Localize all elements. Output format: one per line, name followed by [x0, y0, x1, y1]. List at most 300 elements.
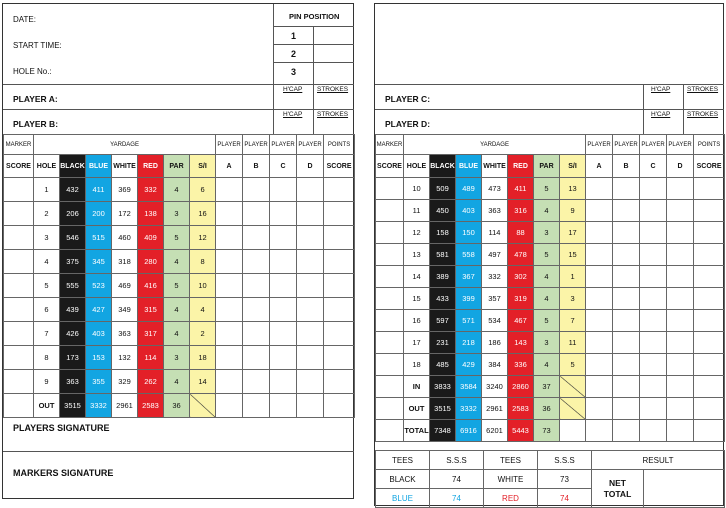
player-d-score[interactable] [667, 310, 694, 332]
table-row [376, 266, 725, 288]
hcap-label-d: H'CAP [651, 111, 671, 118]
stroke-index: 11 [560, 332, 586, 354]
header-row-1-r [376, 135, 725, 155]
stroke-index: 5 [560, 354, 586, 376]
tee-blue-sss: 74 [430, 489, 484, 508]
table-row [376, 244, 725, 266]
points-score[interactable] [324, 370, 355, 394]
red-yardage: 2583 [138, 394, 164, 418]
black-yardage: 555 [60, 274, 86, 298]
marker-score-cell[interactable] [376, 420, 404, 442]
white-header: WHITE [112, 155, 138, 178]
player-b-score[interactable] [613, 332, 640, 354]
stroke-index: 16 [190, 202, 216, 226]
stroke-index: 17 [560, 222, 586, 244]
sss-header-2: S.S.S [538, 451, 592, 470]
player-c-score[interactable] [640, 354, 667, 376]
points-score[interactable] [324, 298, 355, 322]
player-d-score[interactable] [297, 226, 324, 250]
blue-yardage: 3332 [456, 398, 482, 420]
player-c-score[interactable] [640, 398, 667, 420]
player-b-score[interactable] [243, 250, 270, 274]
stroke-index: 2 [190, 322, 216, 346]
points-score[interactable] [324, 226, 355, 250]
player-a-score[interactable] [586, 244, 613, 266]
white-yardage: 6201 [482, 420, 508, 442]
stroke-index: 9 [560, 200, 586, 222]
player-d-score[interactable] [667, 178, 694, 200]
player-c-score[interactable] [640, 310, 667, 332]
hole-number: TOTAL [404, 420, 430, 442]
points-score[interactable] [694, 310, 725, 332]
player-d-score[interactable] [297, 370, 324, 394]
b-header-r: B [613, 155, 640, 178]
table-row [4, 370, 355, 394]
marker-score-cell[interactable] [376, 398, 404, 420]
white-yardage: 357 [482, 288, 508, 310]
player-a-score[interactable] [216, 394, 243, 418]
start-time-label: START TIME: [13, 41, 62, 50]
par-value: 5 [534, 244, 560, 266]
yardage-header-r: YARDAGE [404, 135, 586, 155]
white-yardage: 473 [482, 178, 508, 200]
marker-score-cell[interactable] [376, 332, 404, 354]
table-row [4, 250, 355, 274]
table-row [376, 200, 725, 222]
player-c-score[interactable] [270, 202, 297, 226]
black-header: BLACK [60, 155, 86, 178]
net-total-label [592, 470, 644, 508]
player-b-score[interactable] [613, 266, 640, 288]
hole-number: 16 [404, 310, 430, 332]
player-d-score[interactable] [297, 202, 324, 226]
black-yardage: 389 [430, 266, 456, 288]
player-b-score[interactable] [613, 354, 640, 376]
si-header: S/I [190, 155, 216, 178]
player-a-score[interactable] [586, 354, 613, 376]
blue-yardage: 150 [456, 222, 482, 244]
white-yardage: 384 [482, 354, 508, 376]
player-b-score[interactable] [613, 310, 640, 332]
white-yardage: 2961 [482, 398, 508, 420]
white-yardage: 469 [112, 274, 138, 298]
points-score[interactable] [324, 250, 355, 274]
marker-score-cell[interactable] [4, 322, 34, 346]
player-d-score[interactable] [667, 288, 694, 310]
player-a-score[interactable] [216, 250, 243, 274]
marker-score-cell[interactable] [4, 274, 34, 298]
player-c-score[interactable] [640, 332, 667, 354]
marker-score-cell[interactable] [376, 376, 404, 398]
player-c-score[interactable] [270, 178, 297, 202]
red-yardage: 315 [138, 298, 164, 322]
par-value: 5 [164, 226, 190, 250]
par-value: 4 [534, 288, 560, 310]
stroke-index: 8 [190, 250, 216, 274]
white-yardage: 2961 [112, 394, 138, 418]
player-c-score[interactable] [640, 244, 667, 266]
black-yardage: 3833 [430, 376, 456, 398]
blue-yardage: 367 [456, 266, 482, 288]
marker-score-cell[interactable] [376, 266, 404, 288]
player-a-score[interactable] [216, 298, 243, 322]
hole-number: 5 [34, 274, 60, 298]
player-b-score[interactable] [613, 178, 640, 200]
black-yardage: 3515 [430, 398, 456, 420]
player-c-score[interactable] [270, 322, 297, 346]
player-a-header-r: PLAYER [586, 135, 613, 155]
player-d-score[interactable] [667, 244, 694, 266]
player-b-score[interactable] [613, 244, 640, 266]
blue-yardage: 523 [86, 274, 112, 298]
red-yardage: 317 [138, 322, 164, 346]
table-row [4, 202, 355, 226]
tee-white-sss: 73 [538, 470, 592, 489]
header-row-2-r [376, 155, 725, 178]
points-score[interactable] [324, 346, 355, 370]
blue-yardage: 345 [86, 250, 112, 274]
tee-white-name: WHITE [484, 470, 538, 489]
player-d-score[interactable] [297, 274, 324, 298]
par-value: 4 [164, 298, 190, 322]
player-a-score[interactable] [216, 202, 243, 226]
points-score[interactable] [324, 202, 355, 226]
score-header: SCORE [4, 155, 34, 178]
white-yardage: 363 [112, 322, 138, 346]
red-yardage: 319 [508, 288, 534, 310]
player-d-score[interactable] [667, 266, 694, 288]
marker-score-cell[interactable] [376, 200, 404, 222]
marker-score-cell[interactable] [4, 178, 34, 202]
marker-score-cell[interactable] [376, 222, 404, 244]
marker-score-cell[interactable] [4, 298, 34, 322]
player-c-score[interactable] [640, 420, 667, 442]
white-yardage: 132 [112, 346, 138, 370]
player-a-score[interactable] [586, 376, 613, 398]
black-yardage: 509 [430, 178, 456, 200]
player-d-score[interactable] [297, 346, 324, 370]
tee-black-sss: 74 [430, 470, 484, 489]
black-yardage: 597 [430, 310, 456, 332]
player-d-score[interactable] [667, 398, 694, 420]
player-a-score[interactable] [216, 178, 243, 202]
points-score[interactable] [694, 200, 725, 222]
red-yardage: 332 [138, 178, 164, 202]
stroke-index [560, 376, 586, 398]
player-c-score[interactable] [640, 266, 667, 288]
points-score-header: SCORE [324, 155, 355, 178]
player-a-score[interactable] [216, 274, 243, 298]
player-a-score[interactable] [586, 222, 613, 244]
par-value: 36 [534, 398, 560, 420]
red-yardage: 262 [138, 370, 164, 394]
black-yardage: 375 [60, 250, 86, 274]
player-a-score[interactable] [216, 370, 243, 394]
player-c-label: PLAYER C: [385, 94, 431, 104]
tee-black-name: BLACK [376, 470, 430, 489]
points-score[interactable] [694, 288, 725, 310]
blue-yardage: 399 [456, 288, 482, 310]
black-yardage: 450 [430, 200, 456, 222]
marker-score-cell[interactable] [4, 202, 34, 226]
player-b-score[interactable] [243, 298, 270, 322]
player-d-score[interactable] [667, 200, 694, 222]
player-c-score[interactable] [270, 226, 297, 250]
player-a-score[interactable] [586, 200, 613, 222]
stroke-index: 18 [190, 346, 216, 370]
marker-score-cell[interactable] [4, 226, 34, 250]
player-c-score[interactable] [270, 346, 297, 370]
marker-score-cell[interactable] [376, 354, 404, 376]
par-value: 5 [164, 274, 190, 298]
stroke-index: 7 [560, 310, 586, 332]
player-a-score[interactable] [216, 322, 243, 346]
par-value: 4 [164, 178, 190, 202]
player-b-header: PLAYER [243, 135, 270, 155]
player-d-header-r: PLAYER [667, 135, 694, 155]
stroke-index: 4 [190, 298, 216, 322]
player-a-score[interactable] [216, 346, 243, 370]
black-yardage: 485 [430, 354, 456, 376]
hcap-label-b: H'CAP [283, 111, 303, 118]
points-score[interactable] [324, 322, 355, 346]
marker-score-cell[interactable] [376, 178, 404, 200]
strokes-label-b: STROKES [317, 111, 349, 118]
player-b-score[interactable] [243, 274, 270, 298]
player-b-score[interactable] [243, 178, 270, 202]
player-a-score[interactable] [586, 398, 613, 420]
table-row [376, 222, 725, 244]
player-b-score[interactable] [243, 226, 270, 250]
player-a-line [3, 109, 354, 110]
red-yardage: 280 [138, 250, 164, 274]
player-c-score[interactable] [640, 178, 667, 200]
marker-header-r: MARKER [376, 135, 404, 155]
header-row-1 [4, 135, 355, 155]
black-yardage: 426 [60, 322, 86, 346]
hole-header-r: HOLE [404, 155, 430, 178]
stroke-index: 13 [560, 178, 586, 200]
blue-yardage: 429 [456, 354, 482, 376]
stroke-index: 12 [190, 226, 216, 250]
red-header-r: RED [508, 155, 534, 178]
hole-number: 1 [34, 178, 60, 202]
player-b-score[interactable] [243, 370, 270, 394]
player-b-score[interactable] [243, 322, 270, 346]
tees-header-2: TEES [484, 451, 538, 470]
out-row [4, 394, 355, 418]
hole-number: 2 [34, 202, 60, 226]
par-value: 4 [534, 200, 560, 222]
pin-2: 2 [291, 49, 297, 59]
hcap-label-c: H'CAP [651, 86, 671, 93]
black-header-r: BLACK [430, 155, 456, 178]
points-score[interactable] [324, 394, 355, 418]
points-score[interactable] [694, 398, 725, 420]
black-yardage: 433 [430, 288, 456, 310]
marker-score-cell[interactable] [376, 310, 404, 332]
player-c-score[interactable] [270, 370, 297, 394]
player-d-score[interactable] [297, 298, 324, 322]
pin-3: 3 [291, 67, 297, 77]
red-header: RED [138, 155, 164, 178]
player-c-header-r: PLAYER [640, 135, 667, 155]
table-row [4, 346, 355, 370]
hole-number: 8 [34, 346, 60, 370]
blue-yardage: 489 [456, 178, 482, 200]
red-yardage: 316 [508, 200, 534, 222]
player-d-score[interactable] [297, 250, 324, 274]
white-header-r: WHITE [482, 155, 508, 178]
player-c-score[interactable] [640, 288, 667, 310]
table-row [376, 178, 725, 200]
stroke-index [560, 398, 586, 420]
hole-number: OUT [404, 398, 430, 420]
black-yardage: 546 [60, 226, 86, 250]
hole-number: IN [404, 376, 430, 398]
player-b-score[interactable] [613, 222, 640, 244]
table-row [4, 274, 355, 298]
hole-number: 9 [34, 370, 60, 394]
player-b-score[interactable] [613, 398, 640, 420]
player-c-score[interactable] [640, 222, 667, 244]
white-yardage: 172 [112, 202, 138, 226]
points-score[interactable] [324, 178, 355, 202]
player-c-score[interactable] [270, 298, 297, 322]
player-b-score[interactable] [613, 420, 640, 442]
player-c-score[interactable] [640, 200, 667, 222]
white-yardage: 363 [482, 200, 508, 222]
player-a-score[interactable] [586, 310, 613, 332]
player-d-score[interactable] [297, 394, 324, 418]
par-value: 3 [164, 202, 190, 226]
player-d-score[interactable] [297, 322, 324, 346]
player-d-score[interactable] [667, 332, 694, 354]
blue-yardage: 218 [456, 332, 482, 354]
player-d-score[interactable] [297, 178, 324, 202]
player-a-score[interactable] [586, 178, 613, 200]
players-signature-label: PLAYERS SIGNATURE [13, 423, 110, 433]
hole-number: 10 [404, 178, 430, 200]
points-header: POINTS [324, 135, 355, 155]
marker-score-cell[interactable] [376, 288, 404, 310]
par-value: 4 [164, 370, 190, 394]
blue-yardage: 355 [86, 370, 112, 394]
blue-yardage: 6916 [456, 420, 482, 442]
par-value: 37 [534, 376, 560, 398]
hcap-label-a: H'CAP [283, 86, 303, 93]
white-yardage: 349 [112, 298, 138, 322]
black-yardage: 432 [60, 178, 86, 202]
d-header: D [297, 155, 324, 178]
player-b-score[interactable] [613, 200, 640, 222]
player-c-score[interactable] [640, 376, 667, 398]
hole-number: 15 [404, 288, 430, 310]
points-score[interactable] [694, 178, 725, 200]
blue-header: BLUE [86, 155, 112, 178]
net-label: NET [609, 477, 626, 488]
player-a-score[interactable] [586, 288, 613, 310]
pin-position-title: PIN POSITION [289, 12, 340, 21]
table-row [376, 332, 725, 354]
player-d-score[interactable] [667, 354, 694, 376]
b-header: B [243, 155, 270, 178]
player-c-header: PLAYER [270, 135, 297, 155]
a-header: A [216, 155, 243, 178]
white-yardage: 114 [482, 222, 508, 244]
player-b-label: PLAYER B: [13, 119, 59, 129]
hole-number: 4 [34, 250, 60, 274]
player-c-score[interactable] [270, 274, 297, 298]
points-score[interactable] [694, 354, 725, 376]
marker-score-cell[interactable] [4, 346, 34, 370]
blue-yardage: 200 [86, 202, 112, 226]
player-b-header-r: PLAYER [613, 135, 640, 155]
player-b-score[interactable] [613, 376, 640, 398]
points-score[interactable] [694, 420, 725, 442]
player-a-score[interactable] [586, 420, 613, 442]
points-header-r: POINTS [694, 135, 725, 155]
pin-col-divider [313, 26, 314, 84]
player-d-score[interactable] [667, 222, 694, 244]
signature-divider [3, 451, 354, 452]
red-yardage: 138 [138, 202, 164, 226]
player-c-score[interactable] [270, 394, 297, 418]
marker-score-cell[interactable] [376, 244, 404, 266]
marker-score-cell[interactable] [4, 250, 34, 274]
player-b-score[interactable] [243, 394, 270, 418]
white-yardage: 329 [112, 370, 138, 394]
red-yardage: 411 [508, 178, 534, 200]
points-score[interactable] [694, 244, 725, 266]
marker-score-cell[interactable] [4, 394, 34, 418]
player-d-score[interactable] [667, 420, 694, 442]
header-row-2 [4, 155, 355, 178]
par-value: 4 [534, 266, 560, 288]
black-yardage: 439 [60, 298, 86, 322]
score-header-r: SCORE [376, 155, 404, 178]
par-value: 4 [164, 322, 190, 346]
stroke-index: 14 [190, 370, 216, 394]
points-score[interactable] [694, 266, 725, 288]
red-yardage: 2860 [508, 376, 534, 398]
player-a-score[interactable] [216, 226, 243, 250]
points-score[interactable] [324, 274, 355, 298]
points-score[interactable] [694, 376, 725, 398]
strokes-label-d: STROKES [687, 111, 719, 118]
stroke-index: 1 [560, 266, 586, 288]
player-d-score[interactable] [667, 376, 694, 398]
player-a-label: PLAYER A: [13, 94, 58, 104]
hole-number: 18 [404, 354, 430, 376]
marker-score-cell[interactable] [4, 370, 34, 394]
hole-number: 14 [404, 266, 430, 288]
hole-number: 7 [34, 322, 60, 346]
player-b-score[interactable] [613, 288, 640, 310]
white-yardage: 332 [482, 266, 508, 288]
points-score[interactable] [694, 332, 725, 354]
player-b-score[interactable] [243, 202, 270, 226]
player-b-score[interactable] [243, 346, 270, 370]
player-a-score[interactable] [586, 266, 613, 288]
player-c-score[interactable] [270, 250, 297, 274]
c-header-r: C [640, 155, 667, 178]
hole-number: 11 [404, 200, 430, 222]
player-a-score[interactable] [586, 332, 613, 354]
red-yardage: 143 [508, 332, 534, 354]
par-value: 36 [164, 394, 190, 418]
points-score[interactable] [694, 222, 725, 244]
